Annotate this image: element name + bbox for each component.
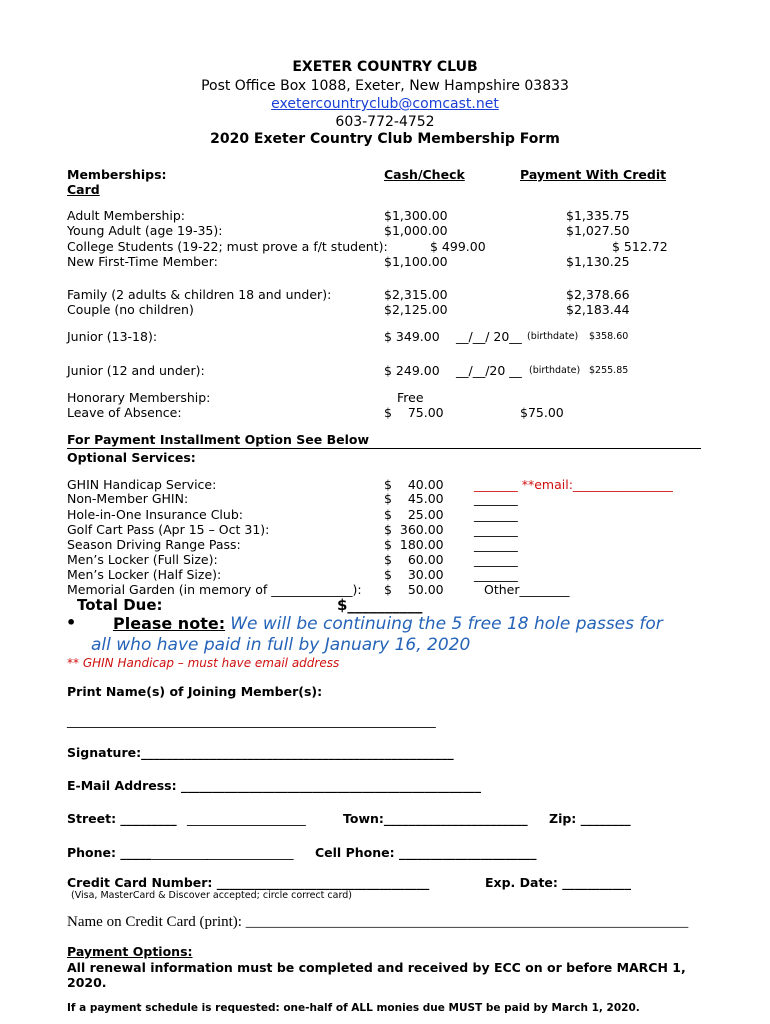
leave-credit: $75.00 (520, 405, 564, 420)
service-name: Season Driving Range Pass: (67, 537, 241, 552)
service-qty-blank[interactable]: _______ (474, 552, 518, 567)
service-name: Men’s Locker (Half Size): (67, 567, 222, 582)
service-price: $ 40.00 (384, 477, 444, 492)
memberships-heading: Memberships: (67, 167, 167, 182)
email-field[interactable]: E-Mail Address: ________________________________________________ (67, 778, 481, 793)
junior-birthdate-note: (birthdate) (529, 365, 581, 376)
membership-name: Family (2 adults & children 18 and under): (67, 287, 332, 302)
junior-birthdate-field[interactable]: __/__/ 20__ (456, 329, 522, 344)
junior-credit: $255.85 (589, 365, 629, 376)
please-note (113, 614, 663, 634)
service-price: $ 45.00 (384, 491, 444, 506)
club-address: Post Office Box 1088, Exeter, New Hampshire 03833 (201, 78, 569, 94)
service-price: $ 25.00 (384, 507, 444, 522)
service-qty-blank[interactable]: _______ (474, 522, 518, 537)
print-names-label: Print Name(s) of Joining Member(s): (67, 684, 323, 699)
ghin-email-field[interactable]: _______ **email:________________ (474, 477, 673, 492)
service-price: $ 180.00 (384, 537, 444, 552)
service-name: Non-Member GHIN: (67, 491, 189, 506)
honorary-name: Honorary Membership: (67, 390, 211, 405)
membership-cash: $2,125.00 (384, 302, 448, 317)
service-qty-blank[interactable]: _______ (474, 507, 518, 522)
section-divider (67, 448, 701, 449)
club-phone: 603-772-4752 (335, 114, 435, 130)
service-qty-blank[interactable]: _______ (474, 537, 518, 552)
service-name: GHIN Handicap Service: (67, 477, 217, 492)
membership-name: College Students (19-22; must prove a f/t student): (67, 239, 388, 254)
signature-field[interactable]: Signature:__________________________________________________ (67, 745, 454, 760)
payment-options-heading: Payment Options: (67, 944, 193, 959)
cash-check-heading: Cash/Check (384, 167, 465, 182)
total-due-label: Total Due: (77, 596, 163, 614)
payment-deadline-text: All renewal information must be completed and received by ECC on or before MARCH 1, (67, 960, 686, 975)
junior-cash: $ 249.00 (384, 363, 440, 378)
ghin-note: ** GHIN Handicap – must have email address (67, 656, 340, 670)
optional-services-heading: Optional Services: (67, 450, 196, 465)
membership-credit: $1,027.50 (566, 223, 630, 238)
membership-credit: $2,183.44 (566, 302, 630, 317)
service-qty-blank[interactable]: _______ (474, 567, 518, 582)
service-price: $ 30.00 (384, 567, 444, 582)
credit-card-field[interactable]: Credit Card Number: __________________________________ (67, 875, 430, 890)
honorary-cash: Free (397, 390, 424, 405)
total-due-field[interactable]: $__________ (337, 596, 423, 614)
other-field[interactable]: Other________ (484, 582, 570, 597)
town-field[interactable]: Town:_______________________ (343, 811, 528, 826)
service-qty-blank[interactable]: _______ (474, 491, 518, 506)
phone-line-2[interactable]: ______________ (206, 845, 294, 860)
form-title: 2020 Exeter Country Club Membership Form (210, 131, 560, 147)
please-note-text-2: all who have paid in full by January 16, 2020 (91, 635, 471, 655)
service-name: Men’s Locker (Full Size): (67, 552, 218, 567)
junior-birthdate-field[interactable]: __/__/20 __ (456, 363, 522, 378)
card-note: (Visa, MasterCard & Discover accepted; circle correct card) (71, 890, 352, 901)
club-name: EXETER COUNTRY CLUB (292, 59, 478, 75)
junior-name: Junior (12 and under): (67, 363, 205, 378)
membership-cash: $1,000.00 (384, 223, 448, 238)
junior-birthdate-note: (birthdate) (527, 331, 579, 342)
service-price: $ 50.00 (384, 582, 444, 597)
installment-heading: For Payment Installment Option See Below (67, 432, 369, 447)
membership-name: Couple (no children) (67, 302, 194, 317)
membership-cash: $2,315.00 (384, 287, 448, 302)
club-email-container (0, 96, 770, 112)
junior-credit: $358.60 (589, 331, 629, 342)
service-price: $ 60.00 (384, 552, 444, 567)
please-note-text: We will be continuing the 5 free 18 hole passes for (230, 614, 663, 634)
payment-schedule-text: If a payment schedule is requested: one-half of ALL monies due MUST be paid by March 1, 2020. (67, 1002, 640, 1014)
phone-line[interactable]: _________ (152, 845, 209, 860)
membership-cash: $1,300.00 (384, 208, 448, 223)
please-note-label: Please note: (113, 614, 226, 633)
leave-cash: $ 75.00 (384, 405, 444, 420)
service-price: $ 360.00 (384, 522, 444, 537)
membership-credit: $1,130.25 (566, 254, 630, 269)
phone-field[interactable]: Phone: _____ (67, 845, 152, 860)
membership-name: Young Adult (age 19-35): (67, 223, 223, 238)
junior-cash: $ 349.00 (384, 329, 440, 344)
street-field[interactable]: Street: _________ (67, 811, 177, 826)
membership-cash: $ 499.00 (430, 239, 486, 254)
print-names-field[interactable]: ___________________________________________________________ (67, 713, 436, 728)
leave-name: Leave of Absence: (67, 405, 182, 420)
zip-field[interactable]: Zip: ________ (549, 811, 631, 826)
service-name: Memorial Garden (in memory of _____________): (67, 582, 362, 597)
exp-date-field[interactable]: Exp. Date: ___________ (485, 875, 632, 890)
note-bullet-icon: • (66, 613, 77, 632)
membership-credit: $1,335.75 (566, 208, 630, 223)
cell-phone-field[interactable]: Cell Phone: ______________________ (315, 845, 537, 860)
service-name: Golf Cart Pass (Apr 15 – Oct 31): (67, 522, 270, 537)
membership-name: New First-Time Member: (67, 254, 218, 269)
service-name: Hole-in-One Insurance Club: (67, 507, 243, 522)
membership-credit: $2,378.66 (566, 287, 630, 302)
name-on-card-field[interactable]: Name on Credit Card (print): ___________________________________________________________ (67, 914, 689, 930)
junior-name: Junior (13-18): (67, 329, 158, 344)
membership-cash: $1,100.00 (384, 254, 448, 269)
club-email-link[interactable]: exetercountryclub@comcast.net (271, 96, 499, 112)
membership-credit: $ 512.72 (612, 239, 668, 254)
payment-deadline-text-2: 2020. (67, 975, 107, 990)
membership-name: Adult Membership: (67, 208, 186, 223)
memberships-card-label: Card (67, 182, 100, 197)
street-line[interactable]: ___________________ (187, 811, 306, 826)
credit-heading: Payment With Credit (520, 167, 667, 182)
